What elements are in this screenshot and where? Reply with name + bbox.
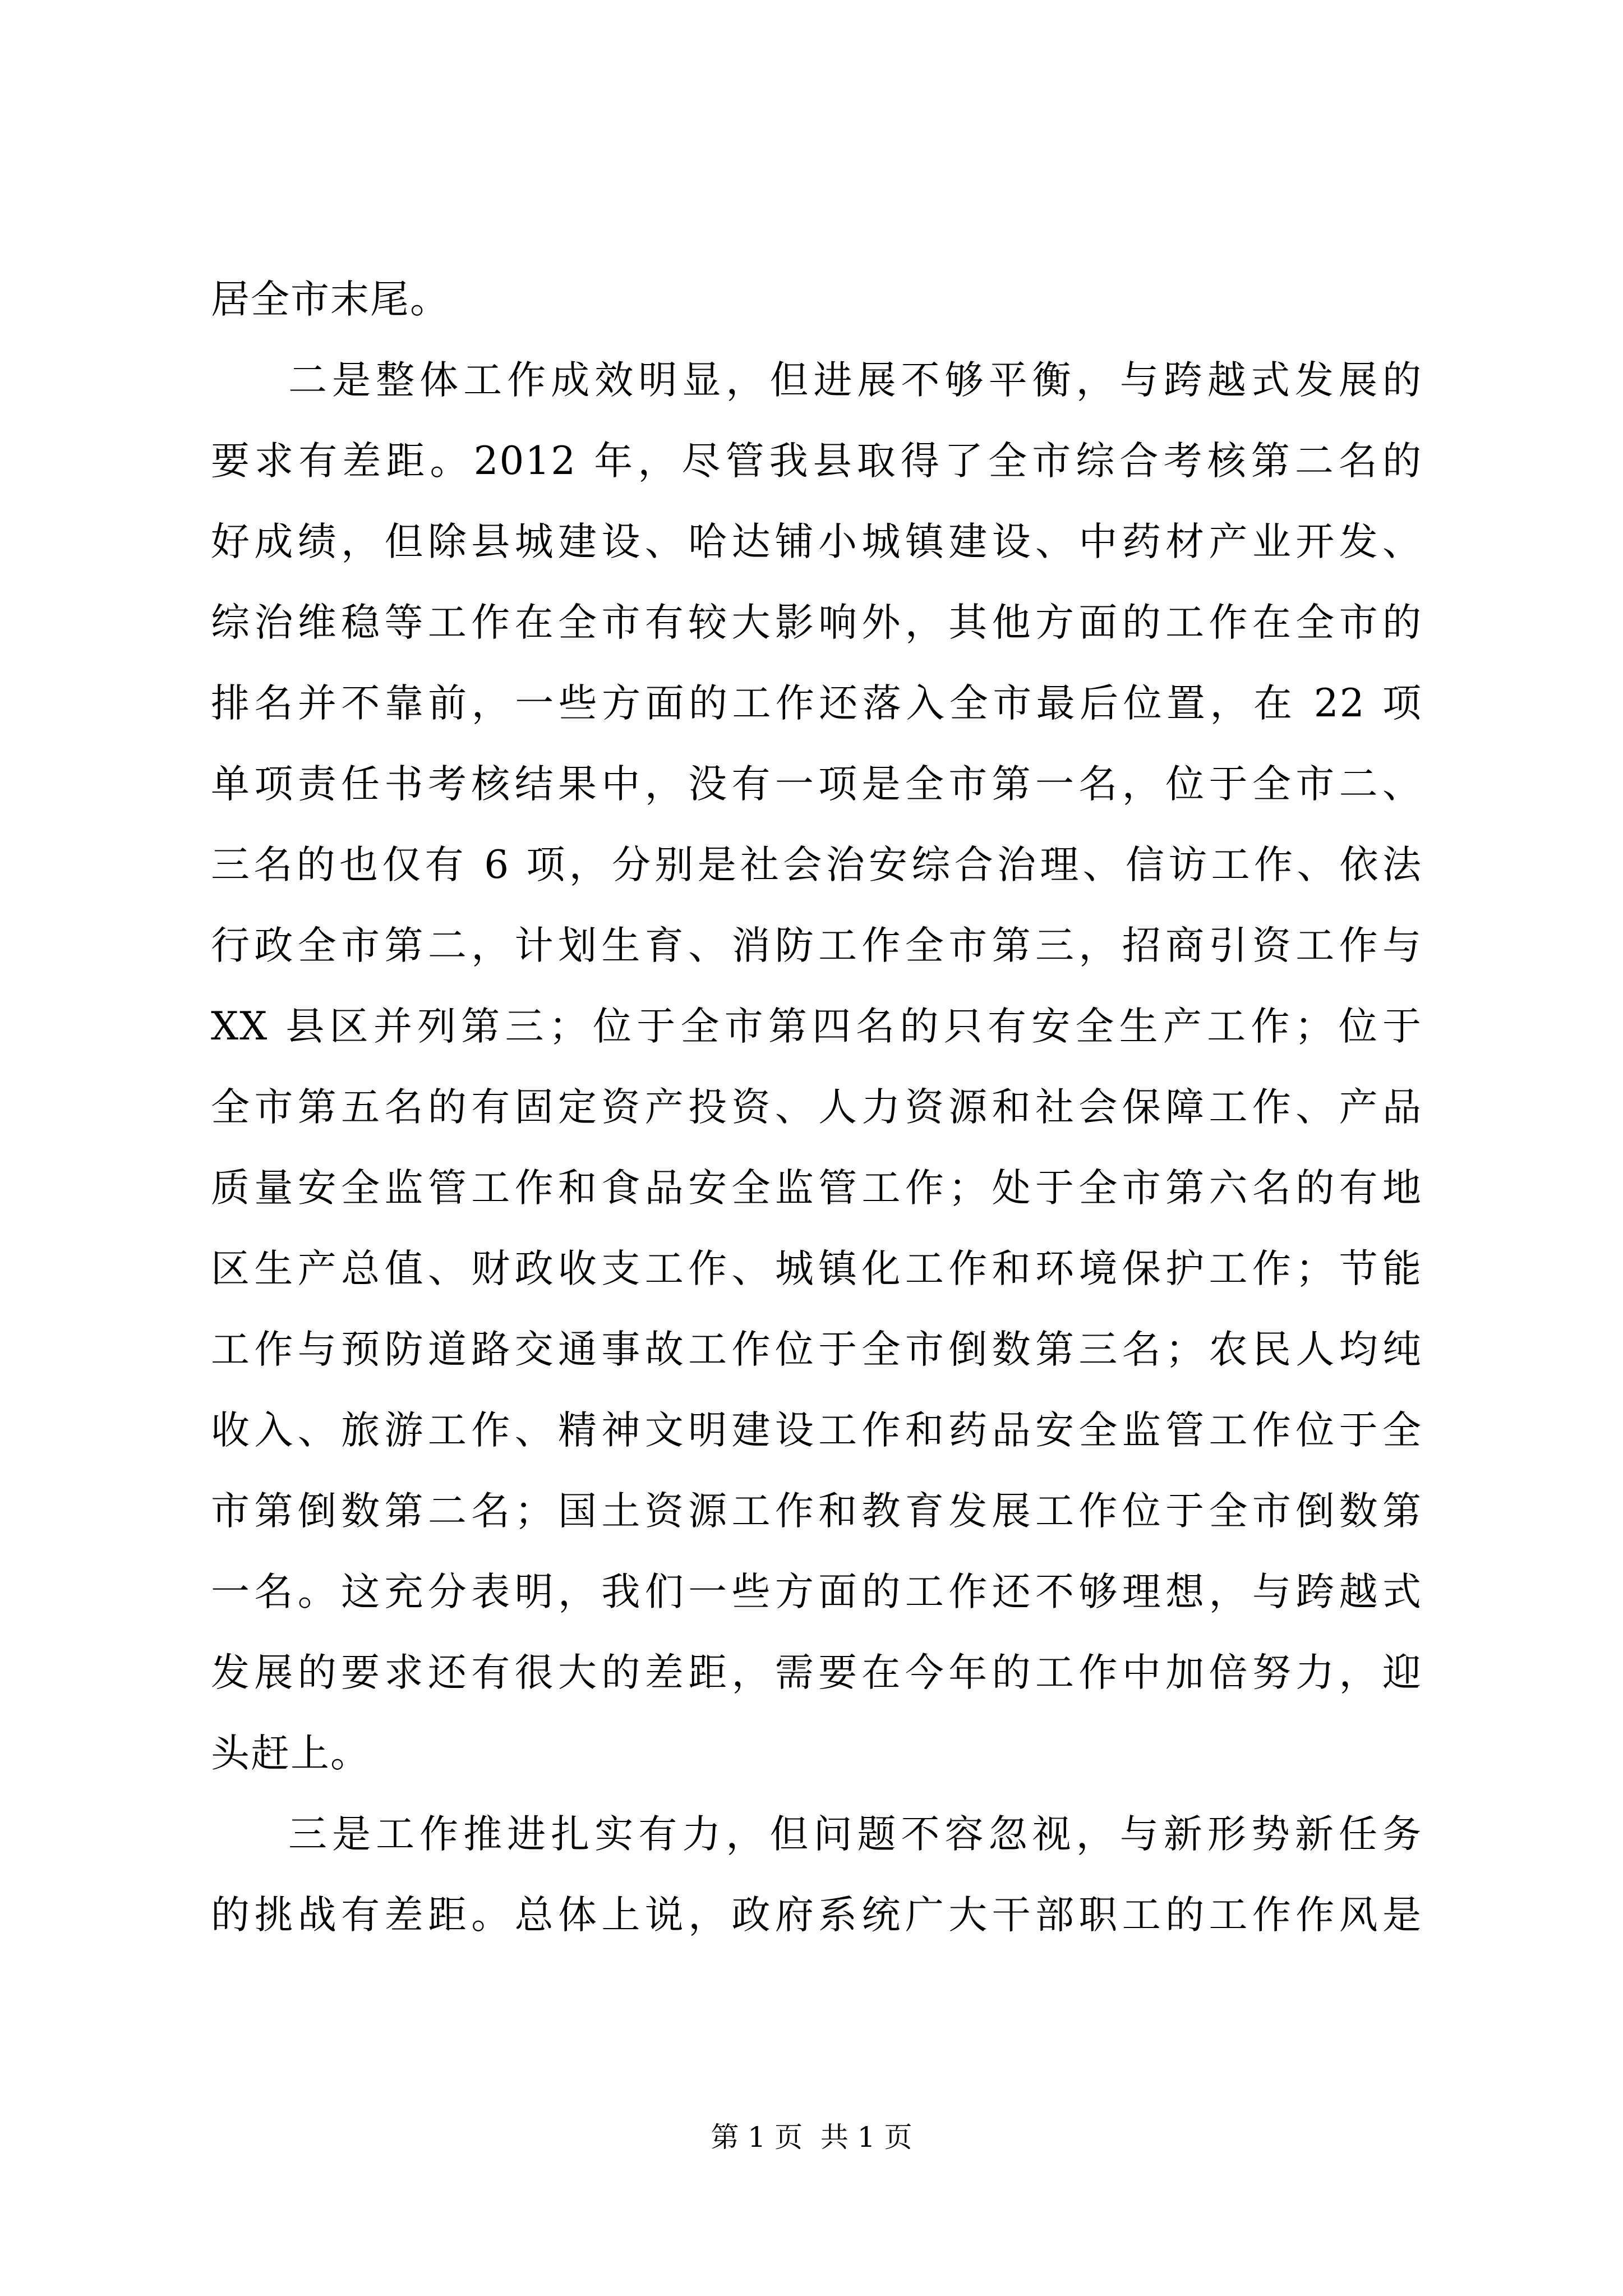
text-line: 三名的也仅有 6 项，分别是社会治安综合治理、信访工作、依法: [211, 843, 1422, 887]
text-line: 要求有差距。2012 年，尽管我县取得了全市综合考核第二名的: [211, 439, 1422, 484]
text-line: 收入、旅游工作、精神文明建设工作和药品安全监管工作位于全: [211, 1408, 1422, 1453]
page-number-footer: 第 1 页 共 1 页: [711, 2121, 912, 2154]
text-line: 行政全市第二，计划生育、消防工作全市第三，招商引资工作与: [211, 923, 1422, 968]
paragraph-start-line: 二是整体工作成效明显，但进展不够平衡，与跨越式发展的: [288, 358, 1422, 403]
text-line: 居全市末尾。: [211, 277, 450, 322]
text-line: 全市第五名的有固定资产投资、人力资源和社会保障工作、产品: [211, 1085, 1422, 1130]
text-line: 排名并不靠前，一些方面的工作还落入全市最后位置，在 22 项: [211, 681, 1422, 726]
text-line: 的挑战有差距。总体上说，政府系统广大干部职工的工作作风是: [211, 1893, 1422, 1938]
text-line: 综治维稳等工作在全市有较大影响外，其他方面的工作在全市的: [211, 600, 1422, 645]
text-line: XX 县区并列第三；位于全市第四名的只有安全生产工作；位于: [211, 1004, 1422, 1049]
text-line: 市第倒数第二名；国土资源工作和教育发展工作位于全市倒数第: [211, 1489, 1422, 1534]
text-line: 一名。这充分表明，我们一些方面的工作还不够理想，与跨越式: [211, 1570, 1422, 1614]
document-body: [211, 259, 1422, 1955]
text-line: 工作与预防道路交通事故工作位于全市倒数第三名；农民人均纯: [211, 1327, 1422, 1372]
paragraph-start-line: 三是工作推进扎实有力，但问题不容忽视，与新形势新任务: [288, 1812, 1422, 1857]
text-line: 头赶上。: [211, 1731, 370, 1776]
text-line: 区生产总值、财政收支工作、城镇化工作和环境保护工作；节能: [211, 1246, 1422, 1291]
text-line: 发展的要求还有很大的差距，需要在今年的工作中加倍努力，迎: [211, 1650, 1422, 1695]
text-line: 质量安全监管工作和食品安全监管工作；处于全市第六名的有地: [211, 1166, 1422, 1211]
text-line: 单项责任书考核结果中，没有一项是全市第一名，位于全市二、: [211, 762, 1422, 807]
text-line: 好成绩，但除县城建设、哈达铺小城镇建设、中药材产业开发、: [211, 519, 1422, 564]
